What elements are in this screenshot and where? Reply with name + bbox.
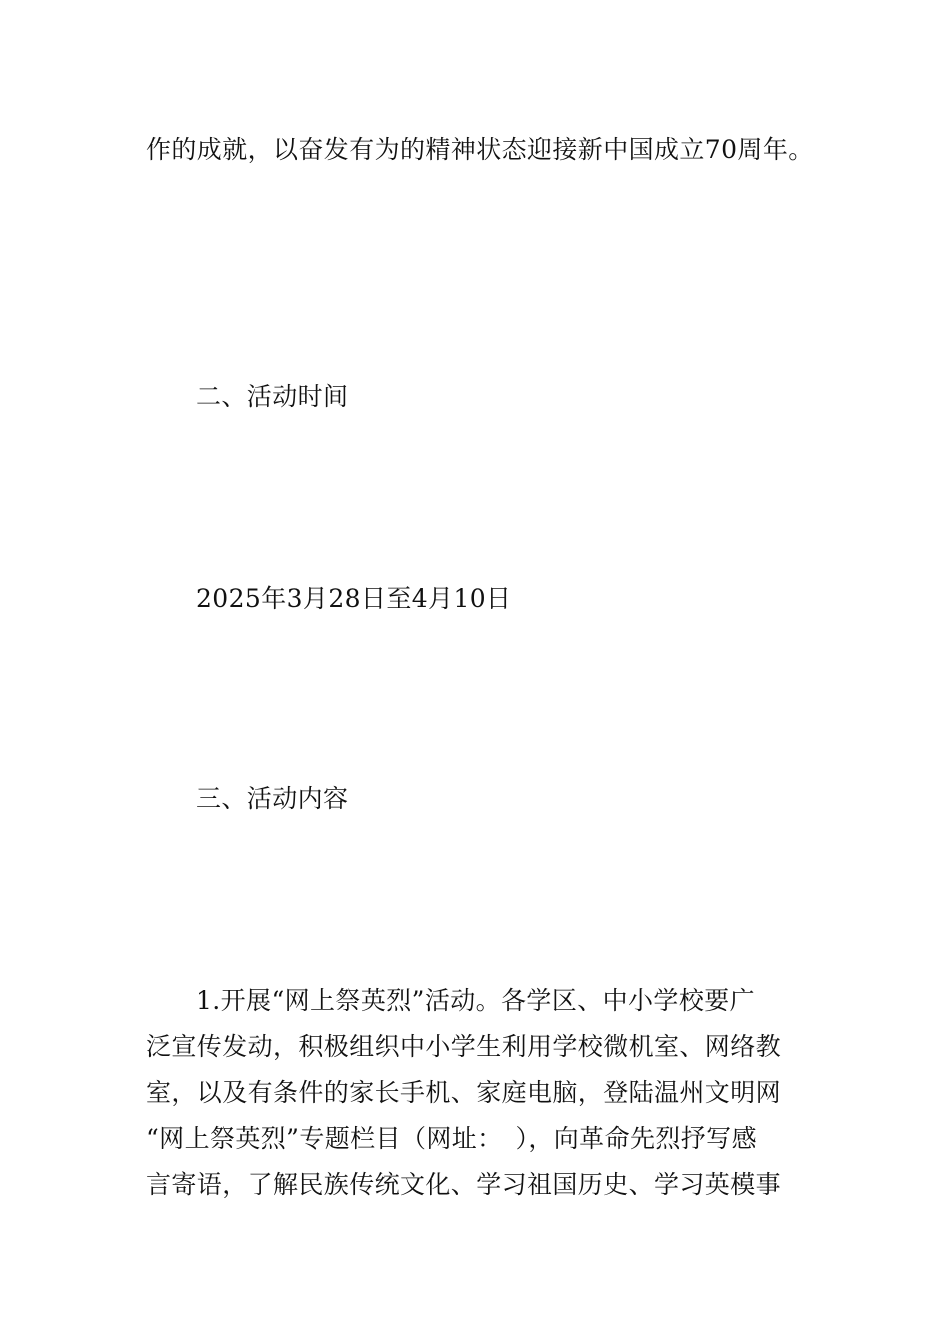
paragraph-line: 室，以及有条件的家长手机、家庭电脑，登陆温州文明网: [146, 1078, 782, 1107]
section-heading-activity-time: 二、活动时间: [196, 382, 349, 411]
paragraph-line: 言寄语，了解民族传统文化、学习祖国历史、学习英模事: [146, 1170, 782, 1199]
paragraph-line: “网上祭英烈”专题栏目（网址： ），向革命先烈抒写感: [146, 1124, 757, 1153]
section-heading-activity-content: 三、活动内容: [196, 784, 349, 813]
item-one-paragraph: [146, 978, 810, 1208]
paragraph-line: 1.开展“网上祭英烈”活动。各学区、中小学校要广: [196, 986, 756, 1015]
activity-date-range: 2025年3月28日至4月10日: [196, 584, 512, 613]
paragraph-line: 泛宣传发动，积极组织中小学生利用学校微机室、网络教: [146, 1032, 782, 1061]
continuation-text: 作的成就，以奋发有为的精神状态迎接新中国成立70周年。: [146, 135, 814, 164]
